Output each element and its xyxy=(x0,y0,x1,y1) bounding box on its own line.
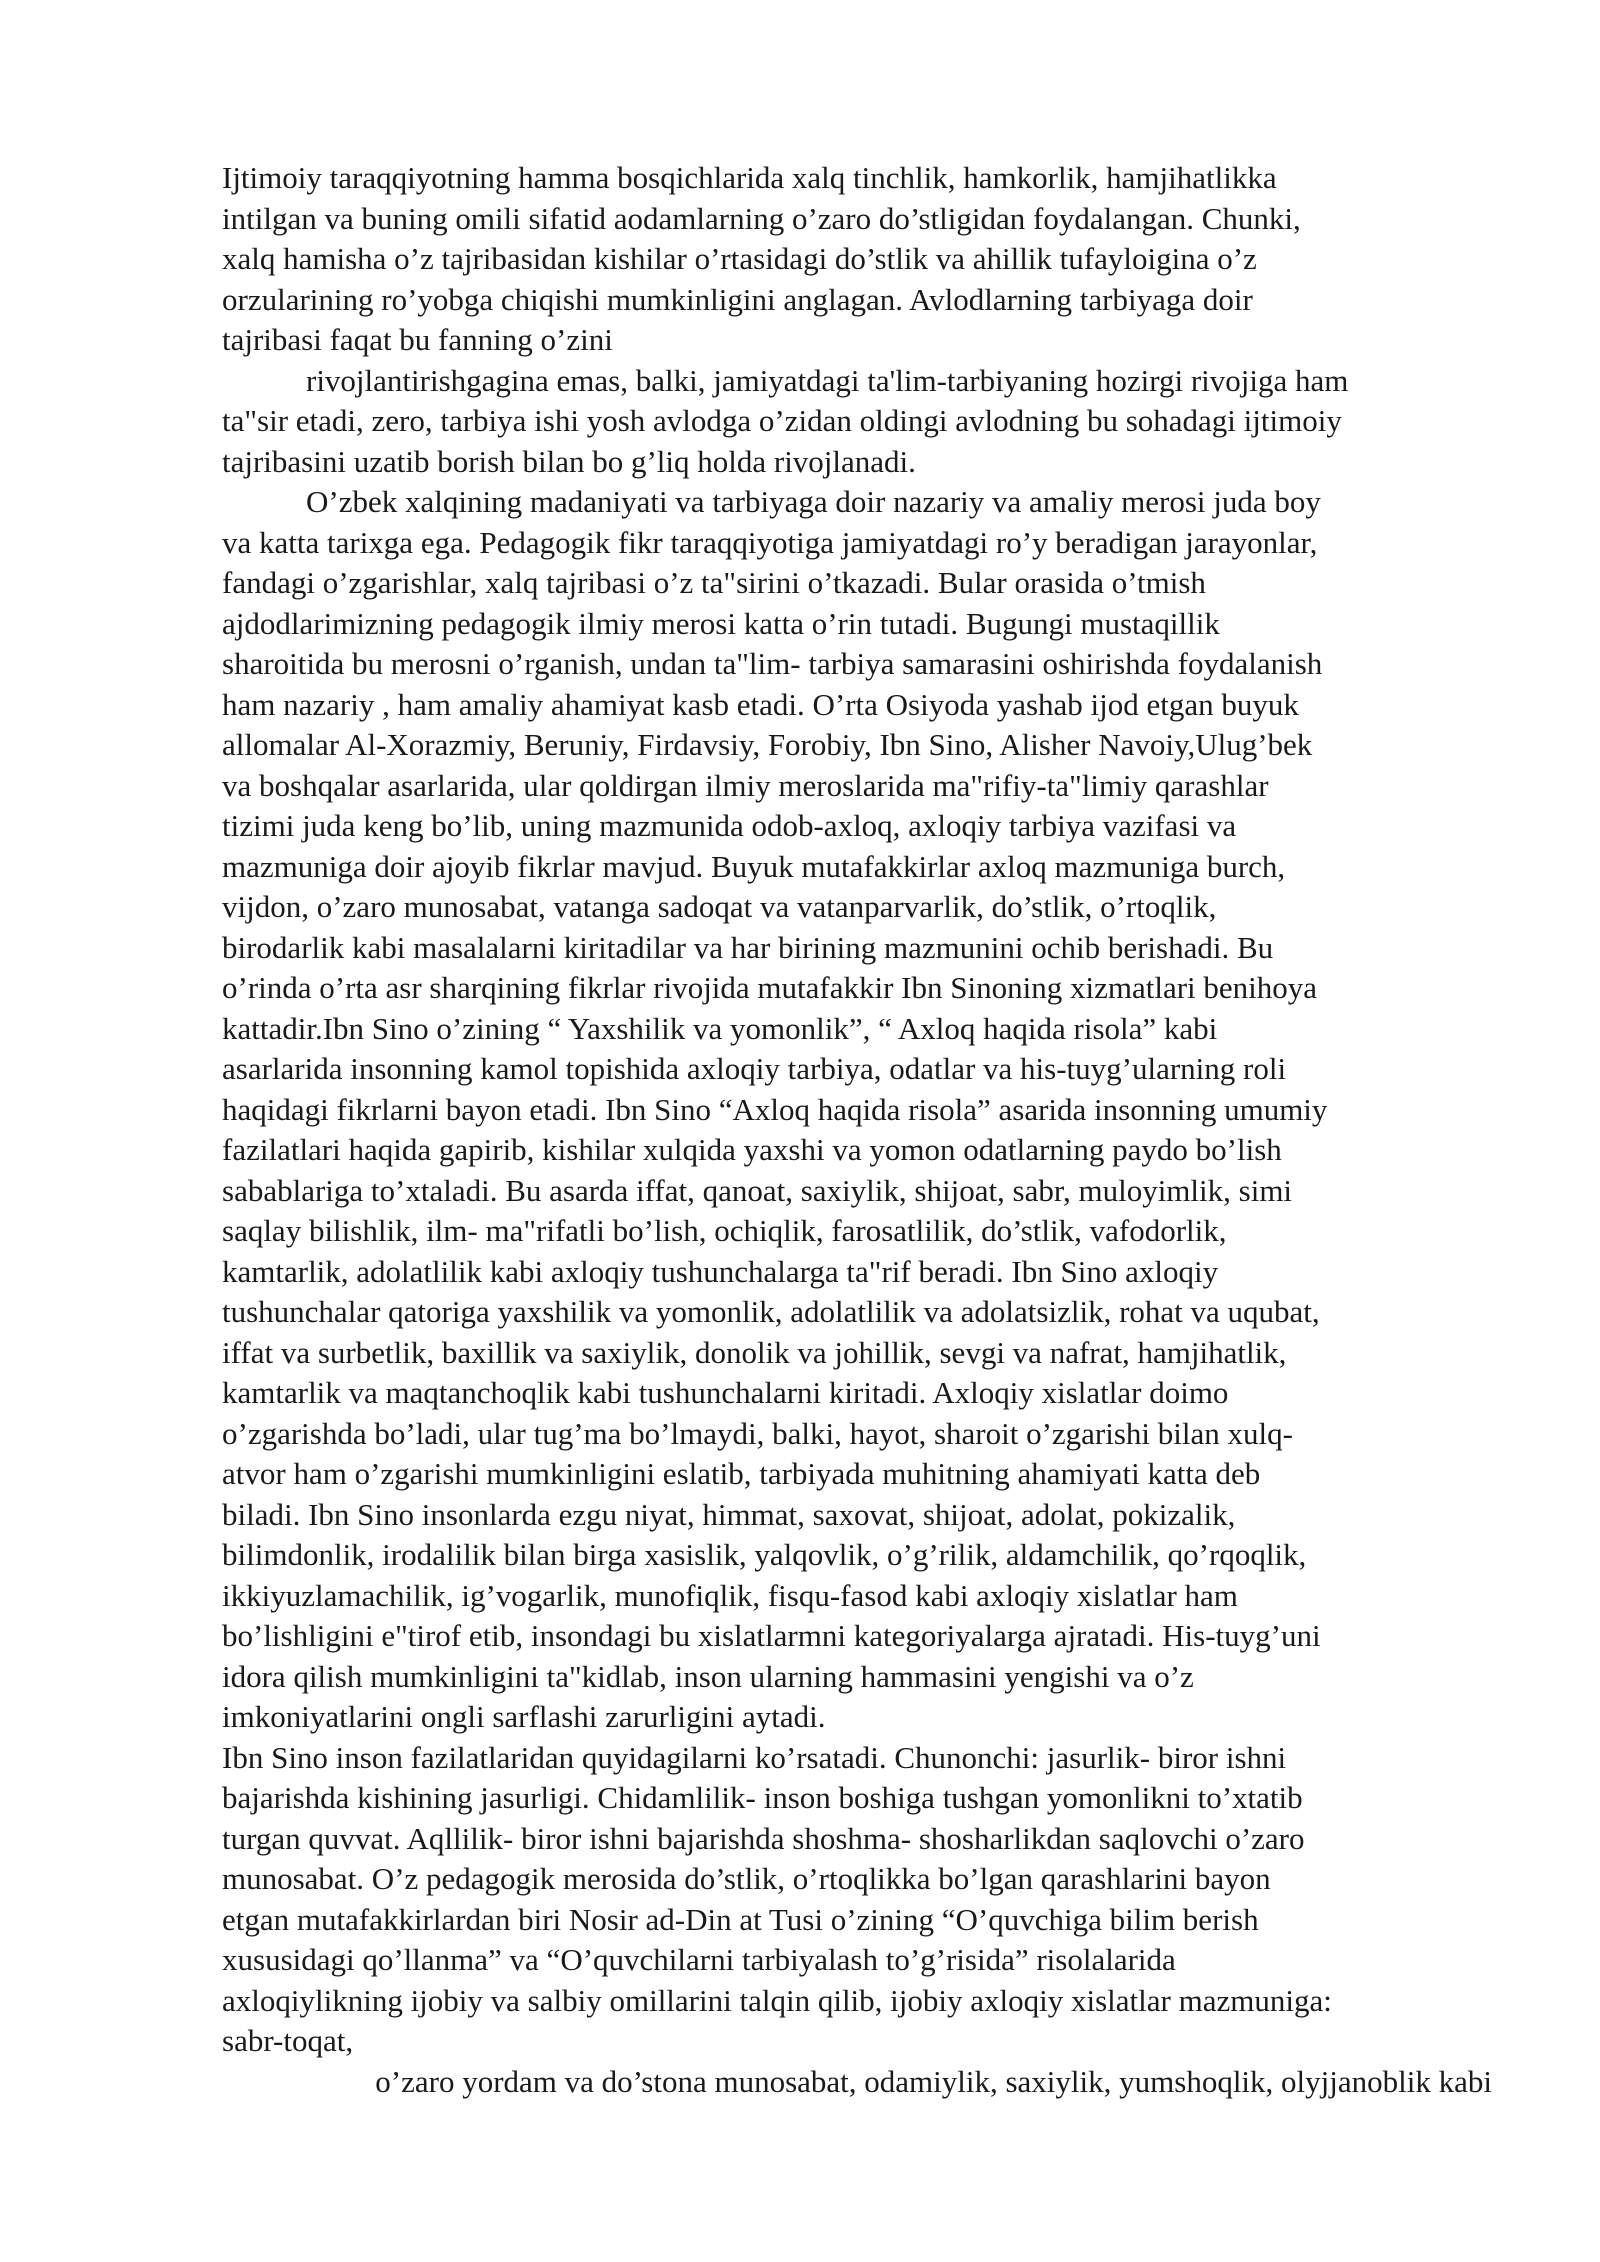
text-line: va katta tarixga ega. Pedagogik fikr taraqqiyotiga jamiyatdagi ro’y beradigan jarayonlar, xyxy=(222,524,1318,560)
text-line: Ijtimoiy taraqqiyotning hamma bosqichlarida xalq tinchlik, hamkorlik, hamjihatlikka xyxy=(222,160,1277,195)
text-line: ikkiyuzlamachilik, ig’vogarlik, munofiqlik, fisqu-fasod kabi axloqiy xislatlar ham xyxy=(222,1577,1238,1613)
text-line: va boshqalar asarlarida, ular qoldirgan ilmiy meroslarida ma"rifiy-ta"limiy qarashlar xyxy=(222,767,1269,803)
text-line: kamtarlik va maqtanchoqlik kabi tushunchalarni kiritadi. Axloqiy xislatlar doimo xyxy=(222,1375,1229,1410)
text-line: xalq hamisha o’z tajribasidan kishilar o’rtasidagi do’stlik va ahillik tufayloigina o’z xyxy=(222,241,1257,276)
text-line: o’rinda o’rta asr sharqining fikrlar rivojida mutafakkir Ibn Sinoning xizmatlari benihoya xyxy=(222,970,1318,1005)
text-line: asarlarida insonning kamol topishida axloqiy tarbiya, odatlar va his-tuyg’ularning roli xyxy=(222,1051,1287,1086)
text-line: intilgan va buning omili sifatid aodamlarning o’zaro do’stligidan foydalangan. Chunki, xyxy=(222,200,1301,236)
text-line: tajribasini uzatib borish bilan bo g’liq holda rivojlanadi. xyxy=(222,443,916,479)
text-line: imkoniyatlarini ongli sarflashi zarurligini aytadi. xyxy=(222,1699,826,1734)
text-line: haqidagi fikrlarni bayon etadi. Ibn Sino “Axloq haqida risola” asarida insonning umumiy xyxy=(222,1091,1328,1127)
text-line: fazilatlari haqida gapirib, kishilar xulqida yaxshi va yomon odatlarning paydo bo’lish xyxy=(222,1132,1282,1167)
text-line: tajribasi faqat bu fanning o’zini xyxy=(222,322,613,357)
text-line: sabablariga to’xtaladi. Bu asarda iffat, qanoat, saxiylik, shijoat, sabr, muloyimlik, simi xyxy=(222,1172,1293,1208)
text-line: Ibn Sino inson fazilatlaridan quyidagilarni ko’rsatadi. Chunonchi: jasurlik- biror ishni xyxy=(222,1739,1287,1775)
text-line: vijdon, o’zaro munosabat, vatanga sadoqat va vatanparvarlik, do’stlik, o’rtoqlik, xyxy=(222,889,1217,924)
text-line: orzularining ro’yobga chiqishi mumkinligini anglagan. Avlodlarning tarbiyaga doir xyxy=(222,281,1253,317)
text-line: birodarlik kabi masalalarni kiritadilar va har birining mazmunini ochib berishadi. Bu xyxy=(222,929,1274,965)
text-line: axloqiylikning ijobiy va salbiy omillarini talqin qilib, ijobiy axloqiy xislatlar mazmuniga: xyxy=(222,1982,1332,2018)
text-line: saqlay bilishlik, ilm- ma"rifatli bo’lish, ochiqlik, farosatlilik, do’stlik, vafodorlik, xyxy=(222,1213,1227,1248)
text-line: mazmuniga doir ajoyib fikrlar mavjud. Buyuk mutafakkirlar axloq mazmuniga burch, xyxy=(222,848,1286,884)
text-line: o’zaro yordam va do’stona munosabat, odamiylik, saxiylik, yumshoqlik, olyjjanoblik kabi xyxy=(375,2063,1492,2099)
text-line: fandagi o’zgarishlar, xalq tajribasi o’z ta"sirini o’tkazadi. Bular orasida o’tmish xyxy=(222,565,1206,600)
text-line: tushunchalar qatoriga yaxshilik va yomonlik, adolatlilik va adolatsizlik, rohat va uqubat, xyxy=(222,1294,1320,1329)
text-line: sabr-toqat, xyxy=(222,2023,354,2058)
text-line: kamtarlik, adolatlilik kabi axloqiy tushunchalarga ta"rif beradi. Ibn Sino axloqiy xyxy=(222,1253,1219,1289)
text-line xyxy=(222,2102,1492,2143)
text-line: etgan mutafakkirlardan biri Nosir ad-Din at Tusi o’zining “O’quvchiga bilim berish xyxy=(222,1901,1259,1937)
text-line: idora qilish mumkinligini ta"kidlab, inson ularning hammasini yengishi va o’z xyxy=(222,1658,1194,1694)
text-line: bajarishda kishining jasurligi. Chidamlilik- inson boshiga tushgan yomonlikni to’xtatib xyxy=(222,1780,1303,1815)
text-line: bo’lishligini e"tirof etib, insondagi bu xislatlarmni kategoriyalarga ajratadi. His-tuyg’uni xyxy=(222,1618,1321,1653)
text-line: kattadir.Ibn Sino o’zining “ Yaxshilik va yomonlik”, “ Axloq haqida risola” kabi xyxy=(222,1010,1218,1046)
text-line: ham nazariy , ham amaliy ahamiyat kasb etadi. O’rta Osiyoda yashab ijod etgan buyuk xyxy=(222,686,1299,722)
text-line: bilimdonlik, irodalilik bilan birga xasislik, yalqovlik, o’g’rilik, aldamchilik, qo’rqoqlik, xyxy=(222,1537,1307,1572)
text-line: turgan quvvat. Aqllilik- biror ishni bajarishda shoshma- shosharlikdan saqlovchi o’zaro xyxy=(222,1820,1305,1856)
text-line: iffat va surbetlik, baxillik va saxiylik, donolik va johillik, sevgi va nafrat, hamjihatlik, xyxy=(222,1334,1287,1370)
text-line: sharoitida bu merosni o’rganish, undan ta"lim- tarbiya samarasini oshirishda foydalanish xyxy=(222,646,1323,681)
text-line: O’zbek xalqining madaniyati va tarbiyaga doir nazariy va amaliy merosi juda boy xyxy=(306,484,1321,519)
body-text xyxy=(222,158,1492,2143)
text-line: rivojlantirishgagina emas, balki, jamiyatdagi ta'lim-tarbiyaning hozirgi rivojiga ham xyxy=(306,362,1349,398)
text-line: biladi. Ibn Sino insonlarda ezgu niyat, himmat, saxovat, shijoat, adolat, pokizalik, xyxy=(222,1496,1236,1532)
text-line: ta"sir etadi, zero, tarbiya ishi yosh avlodga o’zidan oldingi avlodning bu sohadagi ijtimoiy xyxy=(222,403,1342,438)
text-line: atvor ham o’zgarishi mumkinligini eslatib, tarbiyada muhitning ahamiyati katta deb xyxy=(222,1456,1261,1491)
text-line: allomalar Al-Xorazmiy, Beruniy, Firdavsiy, Forobiy, Ibn Sino, Alisher Navoiy,Ulug’bek xyxy=(222,727,1313,762)
text-line: o’zgarishda bo’ladi, ular tug’ma bo’lmaydi, balki, hayot, sharoit o’zgarishi bilan xulq- xyxy=(222,1415,1293,1451)
text-line: ajdodlarimizning pedagogik ilmiy merosi katta o’rin tutadi. Bugungi mustaqillik xyxy=(222,605,1220,641)
text-line: xususidagi qo’llanma” va “O’quvchilarni tarbiyalash to’g’risida” risolalarida xyxy=(222,1942,1176,1977)
text-line: munosabat. O’z pedagogik merosida do’stlik, o’rtoqlikka bo’lgan qarashlarini bayon xyxy=(222,1861,1271,1896)
text-line: tizimi juda keng bo’lib, uning mazmunida odob-axloq, axloqiy tarbiya vazifasi va xyxy=(222,808,1237,843)
